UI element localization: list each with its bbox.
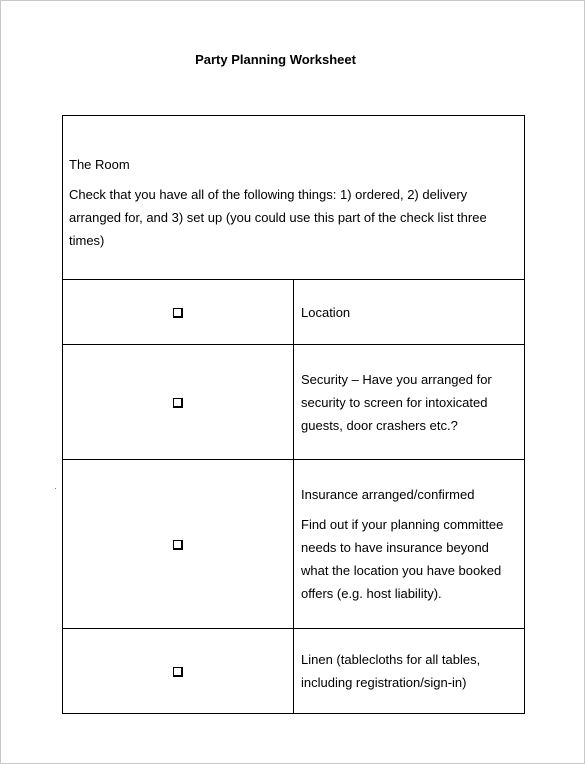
checkbox-icon[interactable] [173,540,183,550]
section-header-row [63,116,525,280]
checklist-item-label: Linen (tablecloths for all tables, including registration/sign-in) [301,652,481,690]
checklist-row [63,280,525,345]
checklist-item-cell [294,460,525,629]
checklist-row [63,460,525,629]
checklist-table [62,115,525,714]
checkbox-icon[interactable] [173,667,183,677]
checklist-item-cell [294,280,525,345]
section-heading: The Room [69,157,130,172]
checklist-item-label: Insurance arranged/confirmed [301,487,475,502]
section-description: Check that you have all of the following things: 1) ordered, 2) delivery arranged for, and 3) set up (you could use this part of the check list three times) [69,187,487,248]
stray-mark [55,488,56,489]
checkbox-cell [63,460,294,629]
document-title: Party Planning Worksheet [195,52,356,67]
checklist-item-cell [294,345,525,460]
checkbox-cell [63,345,294,460]
checkbox-icon[interactable] [173,398,183,408]
checkbox-cell [63,280,294,345]
checklist-item-label: Security – Have you arranged for security to screen for intoxicated guests, door crashers etc.? [301,371,492,433]
section-intro-cell [63,116,525,280]
checkbox-cell [63,629,294,714]
checkbox-icon[interactable] [173,308,183,318]
checklist-row [63,345,525,460]
checklist-item-note: Find out if your planning committee needs to have insurance beyond what the location you have booked offers (e.g. host liability). [301,517,504,601]
checklist-item-label: Location [301,304,351,320]
checklist-item-cell [294,629,525,714]
checklist-row [63,629,525,714]
